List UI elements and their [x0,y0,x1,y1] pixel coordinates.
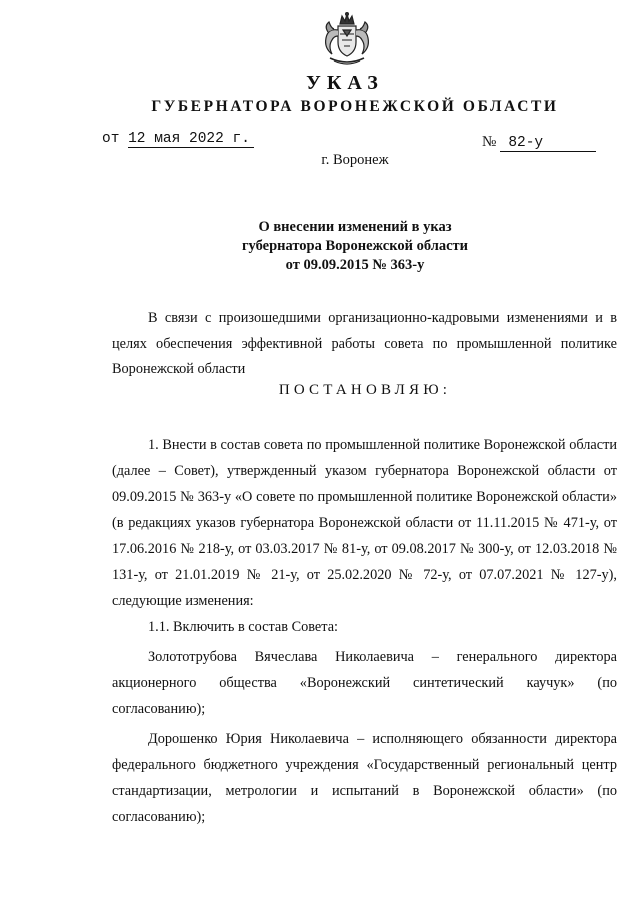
number-value: 82-у [500,135,596,152]
decree-items [112,432,617,830]
number-row [482,133,596,152]
number-label: № [482,134,497,150]
decree-subject [0,218,640,275]
document-issuer: ГУБЕРНАТОРА ВОРОНЕЖСКОЙ ОБЛАСТИ [151,98,559,115]
date-prefix: от [102,131,120,147]
item-paragraph: 1.1. Включить в состав Совета: [148,619,339,635]
resolve-heading: ПОСТАНОВЛЯЮ: [278,382,452,398]
subject-line: О внесении изменений в указ [258,219,452,235]
date-row [102,131,254,147]
date-value: 12 мая 2022 г. [128,131,254,148]
subject-line: губернатора Воронежской области [241,238,469,254]
subject-line: от 09.09.2015 № 363-у [285,257,425,273]
member-paragraph: Золототрубова Вячеслава Николаевича – генерального директора акционерного общества «Воронежский синтетический каучук» (по согласованию); [112,649,617,717]
intro-paragraph: В связи с произошедшими организационно-кадровыми изменениями и в целях обеспечения эффективной работы совета по промышленной политике Воронежской области [112,310,617,377]
coat-of-arms-icon [318,12,376,68]
document-title: УКАЗ [306,72,384,94]
item-paragraph: 1. Внести в состав совета по промышленной политике Воронежской области (далее – Совет), утвержденный указом губернатора Воронежской области от 09.09.2015 № 363-у «О совете по промышленной политике Воронежской области» (в редакциях указов губернатора Воронежской области от 11.11.2015 № 471-у, от 17.06.2016 № 218-у, от 03.03.2017 № 81-у, от 09.08.2017 № 300-у, от 12.03.2018 № 131-у, от 21.01.2019 № 21-у, от 25.02.2020 № 72-у, от 07.07.2021 № 127-у), следующие изменения: [112,437,617,609]
city-label: г. Воронеж [321,152,389,168]
member-paragraph: Дорошенко Юрия Николаевича – исполняющего обязанности директора федерального бюджетного учреждения «Государственный региональный центр стандартизации, метрологии и испытаний в Воронежской области» (по согласованию); [112,731,617,825]
